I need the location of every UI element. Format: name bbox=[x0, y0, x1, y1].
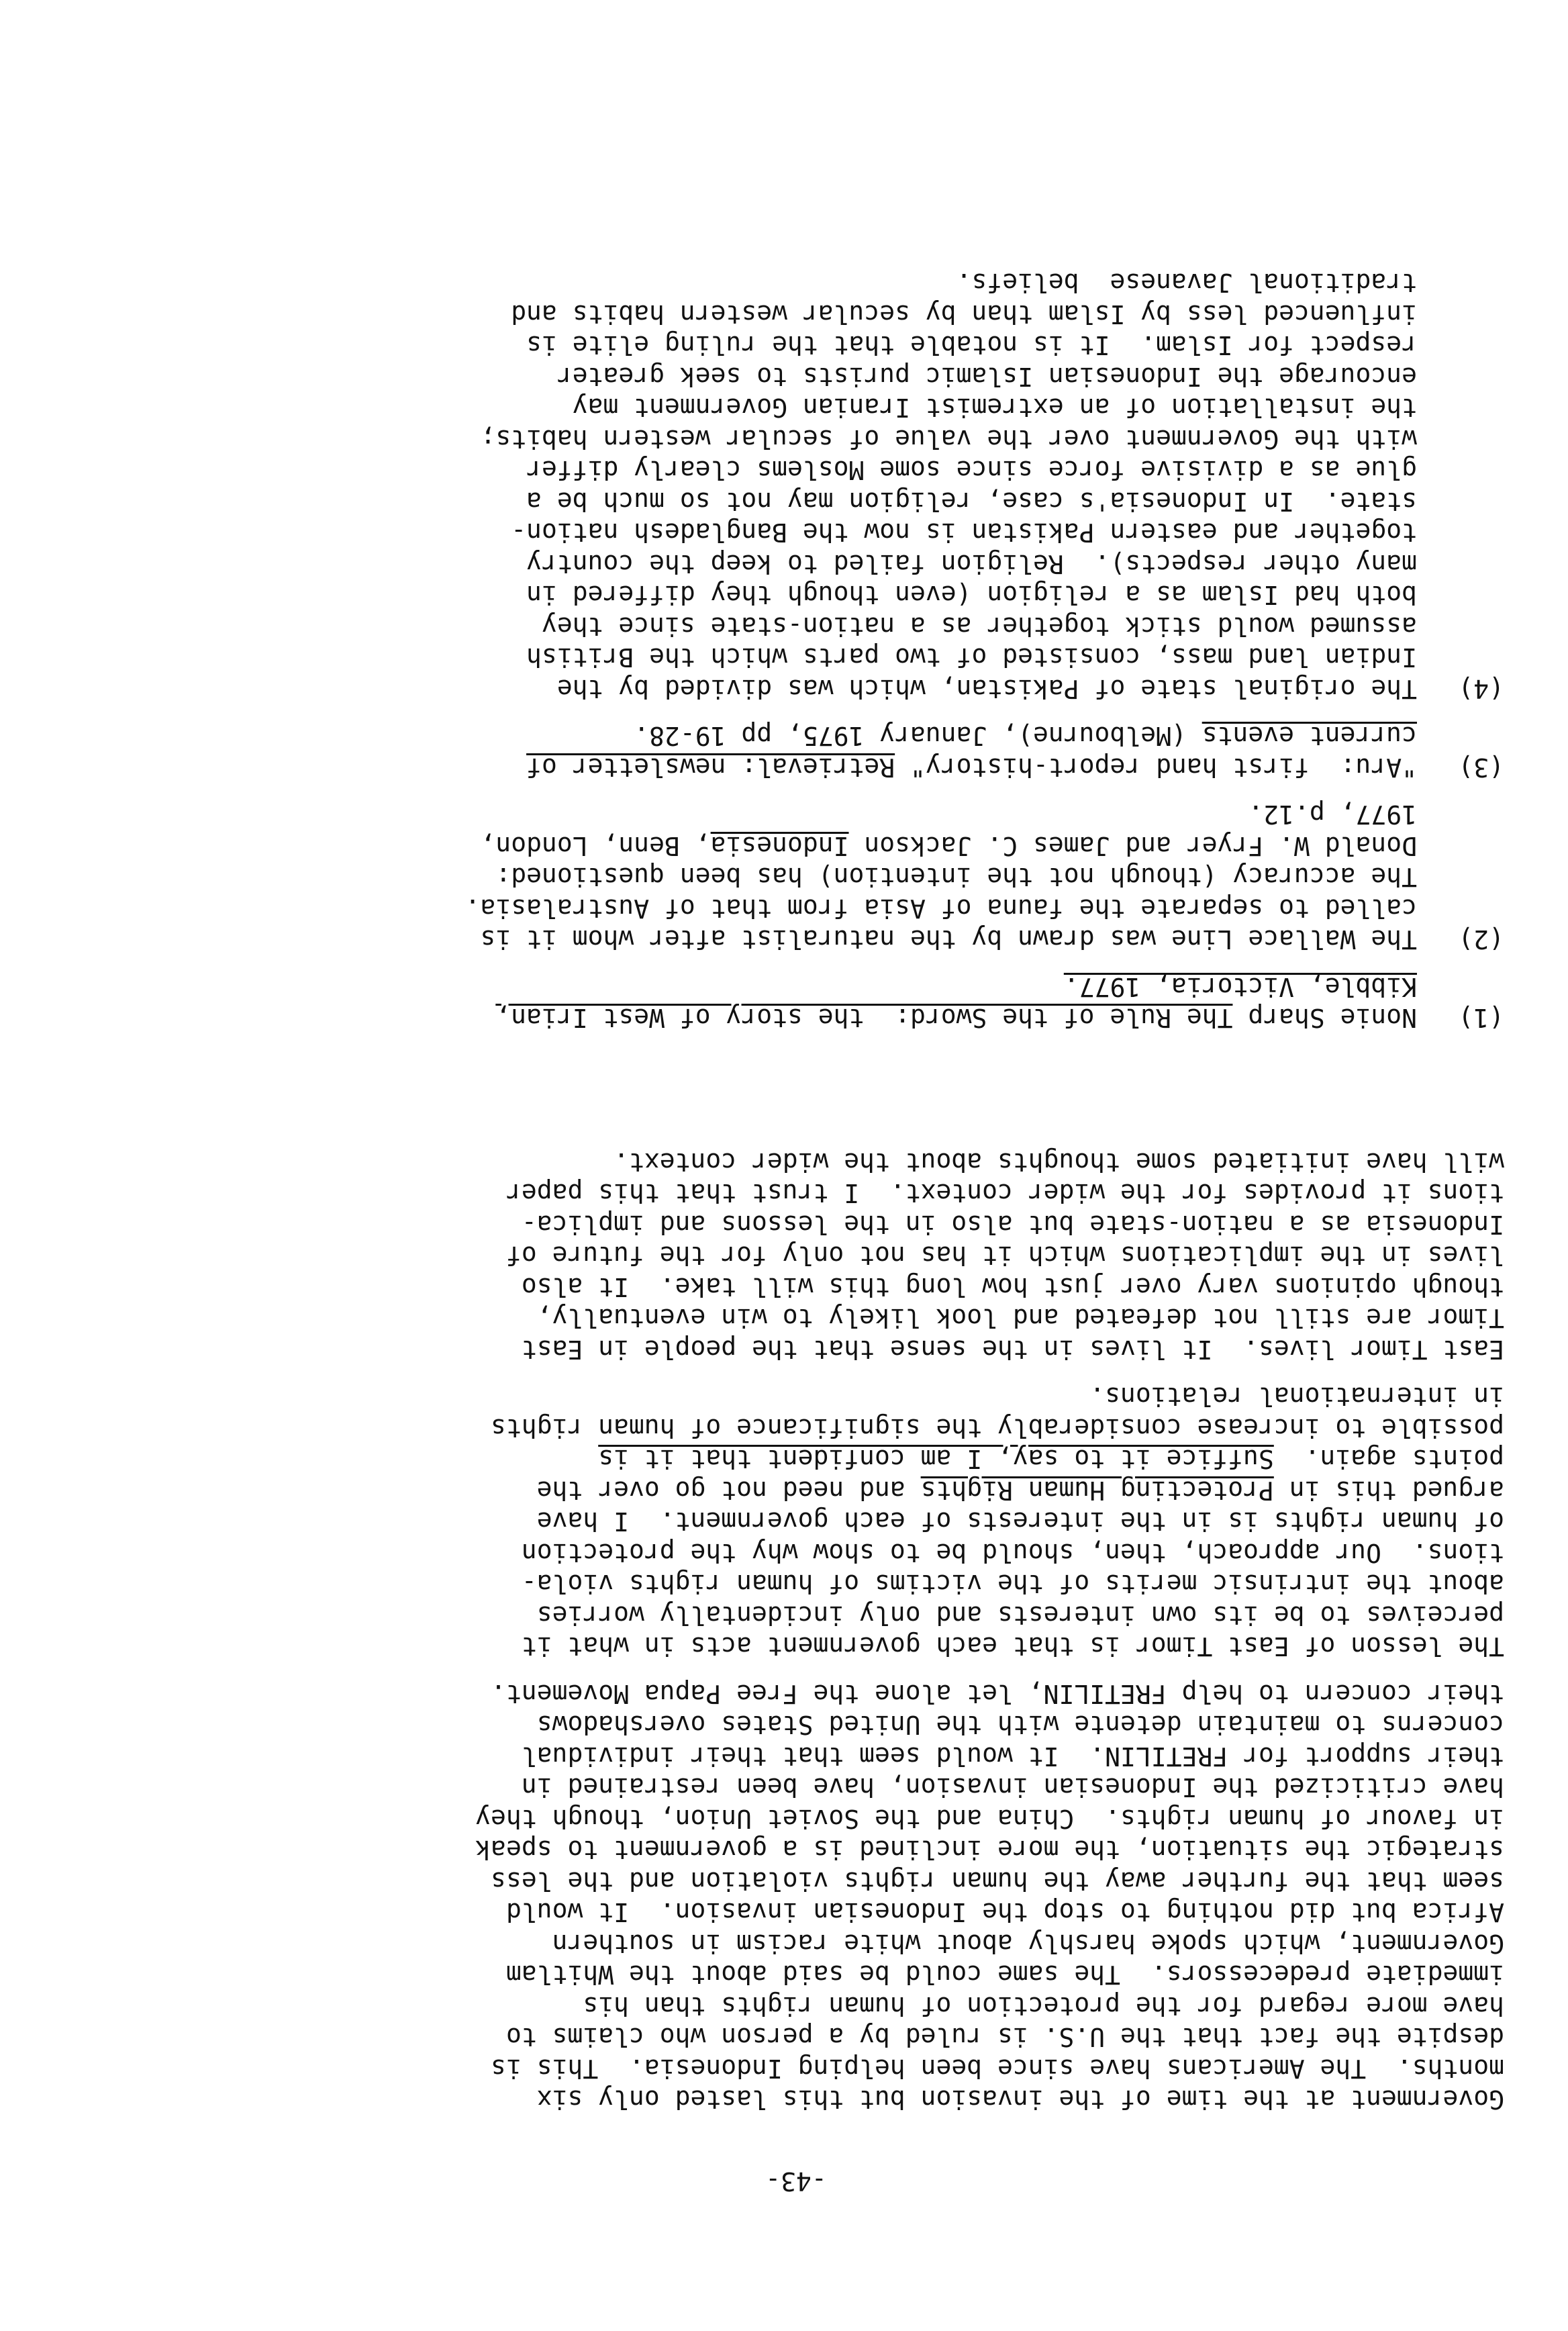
text-line bbox=[115, 1002, 1417, 1034]
text-line bbox=[115, 1475, 1504, 1507]
page-number: -43- bbox=[765, 2167, 827, 2196]
text-fragment: , Benn, London, bbox=[480, 831, 711, 861]
text-line: traditional Javanese beliefs. bbox=[956, 268, 1417, 298]
text-line: despite the fact that the U.S. is ruled by a person who claims to bbox=[505, 2022, 1504, 2052]
text-line: The accuracy (though not the intention) has been questioned: bbox=[495, 862, 1417, 892]
journal-title: current events bbox=[1202, 721, 1417, 751]
text-line bbox=[115, 720, 1417, 752]
book-title: The Rule of the Sword: the story of West Irian, bbox=[495, 1003, 1233, 1033]
footnote-body bbox=[115, 971, 1417, 1034]
footnote-number: (1) bbox=[1458, 1003, 1504, 1033]
text-line: their concern to help FRETILIN, let alone the Free Papua Movement. bbox=[491, 1679, 1504, 1709]
text-line: the installation of an extremist Iranian Government may bbox=[572, 393, 1417, 423]
text-line: with the Government over the value of secular western habits; bbox=[480, 424, 1417, 454]
note-gap bbox=[115, 783, 1504, 799]
paragraph-gap bbox=[115, 1662, 1504, 1678]
text-line: about the intrinsic merits of the victims of human rights viola- bbox=[521, 1569, 1504, 1599]
text-fragment: argued this in bbox=[1273, 1476, 1504, 1505]
text-line: tions it provides for the wider context. I trust that this paper bbox=[505, 1178, 1504, 1208]
text-line: encourage the Indonesian Islamic purists to seek greater bbox=[556, 362, 1417, 391]
text-line: possible to increase considerably the significance of human rights bbox=[491, 1413, 1504, 1443]
text-line: Timor are still not defeated and look likely to win eventually, bbox=[536, 1303, 1504, 1333]
footnote-body bbox=[115, 799, 1417, 955]
text-line: immediate predecessors. The same could be said about the Whitlam bbox=[505, 1960, 1504, 1990]
section-gap bbox=[115, 1066, 1504, 1106]
footnote-body bbox=[115, 267, 1417, 704]
text-line: East Timor lives. It lives in the sense that the people in East bbox=[521, 1335, 1504, 1364]
text-line: tions. Our approach, then, should be to show why the protection bbox=[521, 1538, 1504, 1568]
text-line: their support for FRETILIN. It would seem that their individual bbox=[521, 1742, 1504, 1771]
page-content bbox=[115, 267, 1504, 2197]
text-line: called to separate the fauna of Asia from that of Australasia. bbox=[464, 894, 1417, 923]
text-line: concerns to maintain detente with the United States overshadows bbox=[536, 1710, 1504, 1740]
text-line: both had Islam as a religion (even though they differed in bbox=[526, 580, 1417, 610]
text-line: state. In Indonesia's case, religion may not so much be a bbox=[526, 487, 1417, 516]
text-line: in international relations. bbox=[1089, 1382, 1504, 1412]
text-line: have more regard for the protection of human rights than his bbox=[583, 1991, 1504, 2021]
book-title: Indonesia bbox=[710, 831, 849, 861]
note-gap bbox=[115, 955, 1504, 971]
footnote-2 bbox=[115, 799, 1504, 955]
section-gap bbox=[115, 1106, 1504, 1147]
footnote-body bbox=[115, 720, 1417, 783]
text-line: though opinions vary over just how long this will take. It also bbox=[521, 1272, 1504, 1302]
footnote-number: (4) bbox=[1458, 674, 1504, 704]
text-line: months. The Americans have since been helping Indonesia. This is bbox=[491, 2054, 1504, 2083]
paragraph-gap bbox=[115, 1365, 1504, 1381]
text-line bbox=[115, 830, 1417, 862]
text-line bbox=[115, 752, 1417, 783]
text-line: The original state of Pakistan, which was divided by the bbox=[556, 674, 1417, 704]
footnote-number: (2) bbox=[1458, 924, 1504, 955]
text-line: Indonesia as a nation-state but also in the lessons and implica- bbox=[521, 1210, 1504, 1239]
text-line: The lesson of East Timor is that each government acts in what it bbox=[521, 1631, 1504, 1662]
text-line: The Wallace Line was drawn by the naturalist after whom it is bbox=[480, 924, 1417, 955]
paragraph-government bbox=[115, 1678, 1504, 2115]
text-line: many other respects). Religion failed to keep the country bbox=[526, 549, 1417, 579]
journal-title: Retrieval: newsletter of bbox=[526, 753, 895, 782]
text-line: seem that the further away the human rights violation and the less bbox=[491, 1866, 1504, 1896]
text-line: 1977, p.12. bbox=[1248, 800, 1417, 830]
text-line: will have initiated some thoughts about the wider context. bbox=[614, 1147, 1504, 1177]
text-fragment: Nonie Sharp bbox=[1232, 1003, 1417, 1033]
text-line: Africa but did nothing to stop the Indonesian invasion. It would bbox=[505, 1897, 1504, 1928]
text-line: influenced less by Islam than by secular western habits and bbox=[511, 299, 1417, 329]
text-fragment: points again. bbox=[1273, 1444, 1504, 1474]
text-line: in favour of human rights. China and the Soviet Union, though they bbox=[475, 1804, 1504, 1834]
text-line: have criticized the Indonesian invasion, have been restrained in bbox=[521, 1772, 1504, 1803]
footnote-3 bbox=[115, 720, 1504, 783]
note-gap bbox=[115, 704, 1504, 720]
text-line: of human rights is in the interests of each government. I have bbox=[536, 1507, 1504, 1537]
paragraph-lesson bbox=[115, 1381, 1504, 1662]
text-line: lives in the implications which it has not only for the future of bbox=[505, 1241, 1504, 1271]
text-line: Kibble, Victoria, 1977. bbox=[1063, 972, 1417, 1002]
text-line: together and eastern Pakistan is now the Bangladesh nation- bbox=[511, 518, 1417, 548]
text-fragment: (Melbourne), January 1975, pp 19-28. bbox=[634, 721, 1202, 751]
book-title-protecting-human-rights: Protecting Human Rights bbox=[920, 1476, 1274, 1505]
text-line: perceives to be its own interests and only incidentally worries bbox=[536, 1601, 1504, 1630]
text-line: Government at the time of the invasion but this lasted only six bbox=[536, 2085, 1504, 2115]
text-fragment: and need not go over the bbox=[536, 1476, 921, 1505]
underlined-emphasis: Suffice it to say, I am confident that it is bbox=[598, 1444, 1274, 1474]
text-fragment: "Aru: first hand report-history" bbox=[895, 753, 1417, 782]
text-line: Indian land mass, consisted of two parts which the British bbox=[526, 643, 1417, 673]
text-line: strategic the situation, the more inclined is a government to speak bbox=[475, 1835, 1504, 1865]
footnote-1 bbox=[115, 971, 1504, 1034]
text-line bbox=[115, 1443, 1504, 1475]
footnote-number: (3) bbox=[1458, 753, 1504, 782]
text-line: glue as a divisive force since some Moslems clearly differ bbox=[526, 455, 1417, 485]
text-line: respect for Islam. It is notable that the ruling elite is bbox=[526, 330, 1417, 361]
footnote-4 bbox=[115, 267, 1504, 704]
paragraph-east-timor-lives bbox=[115, 1147, 1504, 1366]
text-line: Government, which spoke harshly about white racism in southern bbox=[552, 1929, 1504, 1958]
text-line: assumed would stick together as a nation-state since they bbox=[541, 612, 1417, 641]
text-fragment: Donald W. Fryer and James C. Jackson bbox=[848, 831, 1417, 861]
